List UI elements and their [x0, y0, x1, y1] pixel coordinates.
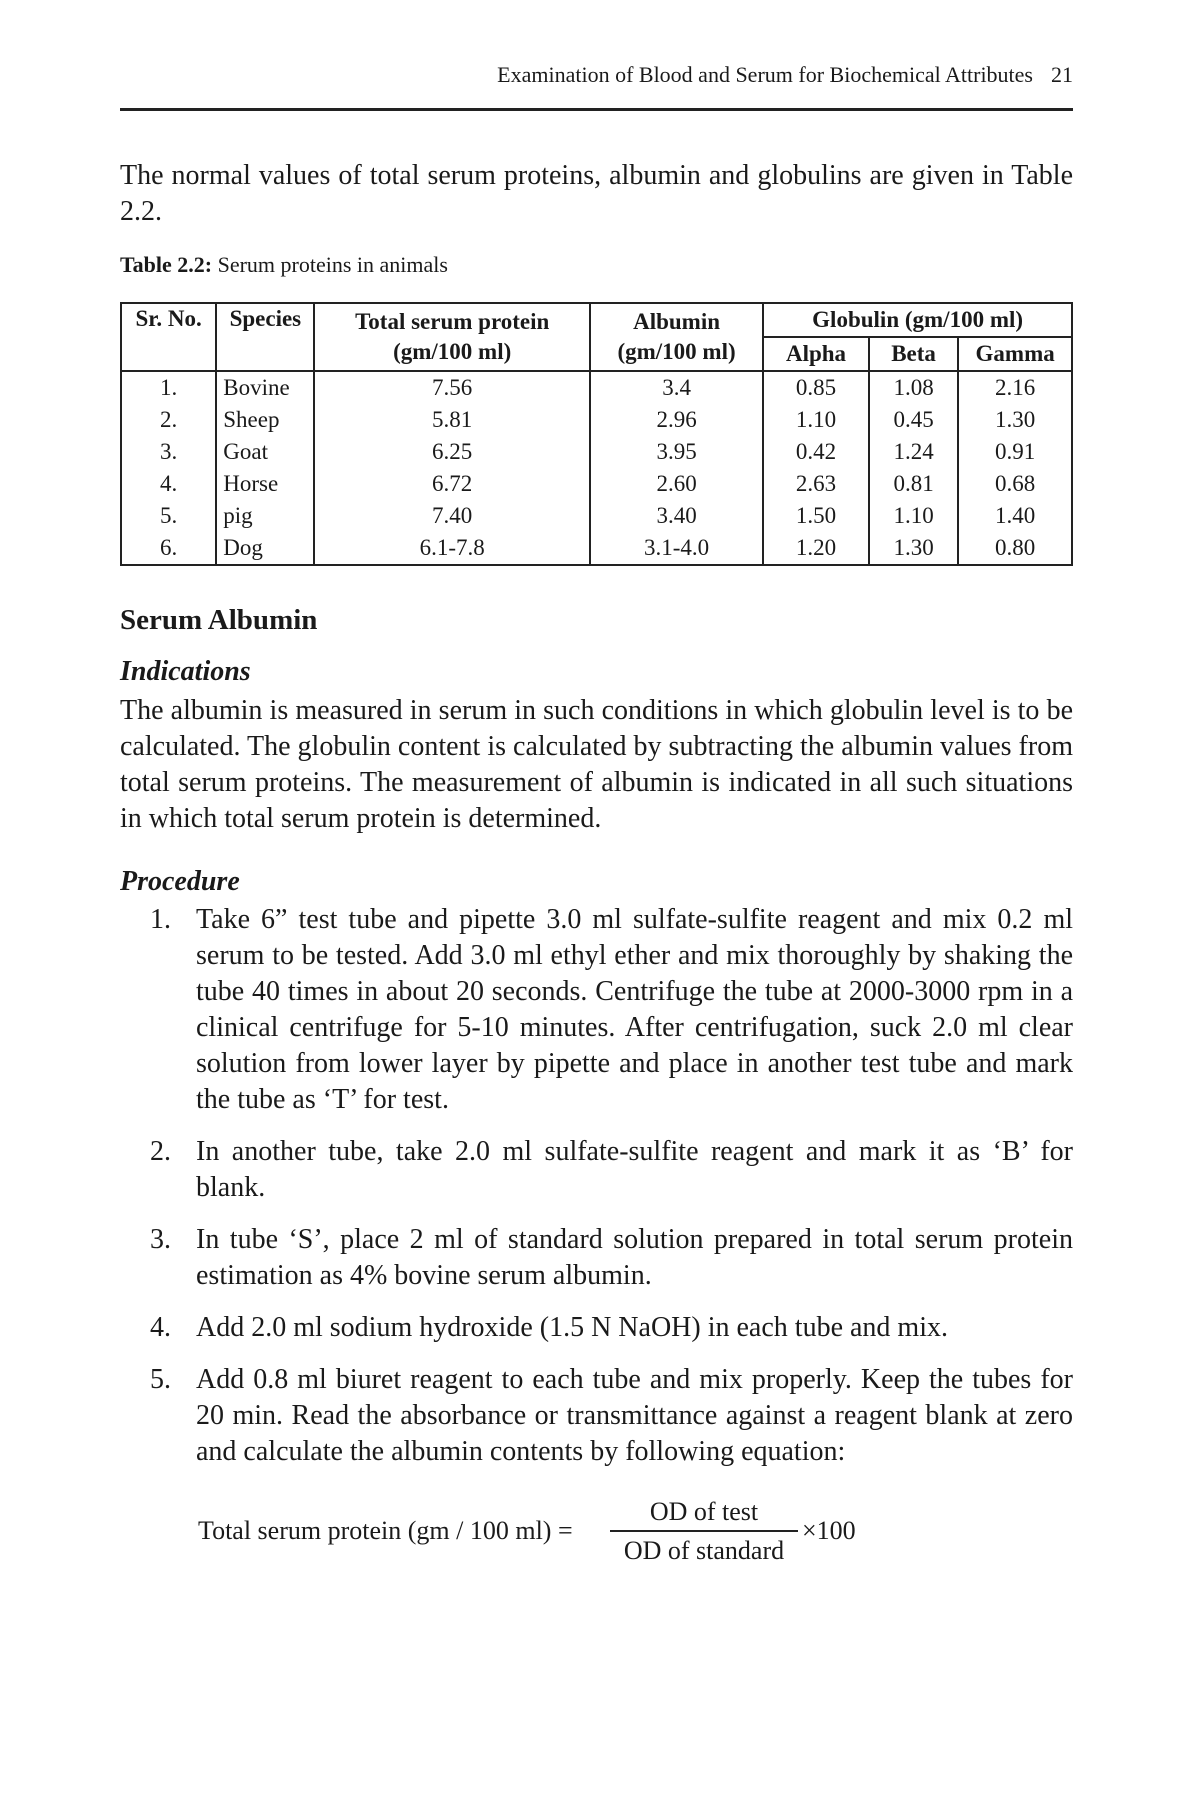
step-number: 2. — [150, 1136, 171, 1167]
header-gamma: Gamma — [958, 337, 1072, 371]
cell-beta: 1.30 — [869, 532, 959, 565]
cell-species: Bovine — [216, 371, 314, 404]
equation-numerator: OD of test — [649, 1497, 759, 1526]
procedure-heading: Procedure — [120, 866, 240, 897]
cell-beta: 0.81 — [869, 468, 959, 500]
equation-multiplier: ×100 — [802, 1516, 856, 1545]
equation-denominator: OD of standard — [623, 1536, 785, 1565]
header-alpha: Alpha — [763, 337, 869, 371]
table-caption — [120, 252, 448, 278]
cell-gamma: 2.16 — [958, 371, 1072, 404]
header-species: Species — [216, 303, 314, 371]
running-header-title: Examination of Blood and Serum for Biochemical Attributes — [497, 62, 1033, 87]
header-globulin: Globulin (gm/100 ml) — [763, 303, 1072, 337]
table-caption-text: Serum proteins in animals — [217, 252, 448, 277]
table-row — [121, 371, 1072, 404]
header-albumin — [590, 303, 763, 371]
cell-alpha: 1.20 — [763, 532, 869, 565]
step-text: Add 2.0 ml sodium hydroxide (1.5 N NaOH) in each tube and mix. — [196, 1312, 948, 1343]
section-title: Serum Albumin — [120, 604, 318, 636]
cell-total: 6.72 — [314, 468, 589, 500]
running-header — [120, 62, 1073, 88]
header-rule — [120, 108, 1073, 111]
cell-species: Goat — [216, 436, 314, 468]
cell-species: Sheep — [216, 404, 314, 436]
header-total-serum-protein — [314, 303, 589, 371]
header-total-line2: (gm/100 ml) — [393, 339, 512, 364]
equation-lhs: Total serum protein (gm / 100 ml) = — [198, 1516, 573, 1545]
cell-beta: 1.24 — [869, 436, 959, 468]
header-sr-no: Sr. No. — [121, 303, 216, 371]
cell-alpha: 1.10 — [763, 404, 869, 436]
cell-albumin: 3.1-4.0 — [590, 532, 763, 565]
cell-total: 7.56 — [314, 371, 589, 404]
step-text: In another tube, take 2.0 ml sulfate-sulfite reagent and mark it as ‘B’ for blank. — [196, 1136, 1073, 1203]
cell-alpha: 1.50 — [763, 500, 869, 532]
equation-fraction — [610, 1494, 798, 1568]
header-albumin-line1: Albumin — [633, 309, 721, 334]
list-item — [120, 1134, 1073, 1206]
indications-heading: Indications — [120, 656, 251, 687]
list-item — [120, 1222, 1073, 1294]
step-text: In tube ‘S’, place 2 ml of standard solution prepared in total serum protein estimation as 4% bovine serum albumin. — [196, 1224, 1073, 1291]
cell-total: 6.25 — [314, 436, 589, 468]
procedure-steps — [120, 902, 1073, 1486]
header-beta: Beta — [869, 337, 959, 371]
cell-sr: 6. — [121, 532, 216, 565]
cell-total: 5.81 — [314, 404, 589, 436]
step-number: 5. — [150, 1364, 171, 1395]
cell-sr: 3. — [121, 436, 216, 468]
header-total-line1: Total serum protein — [355, 309, 550, 334]
cell-gamma: 0.80 — [958, 532, 1072, 565]
header-albumin-line2: (gm/100 ml) — [617, 339, 736, 364]
step-number: 3. — [150, 1224, 171, 1255]
cell-albumin: 2.96 — [590, 404, 763, 436]
cell-gamma: 0.91 — [958, 436, 1072, 468]
albumin-equation — [198, 1494, 898, 1574]
cell-albumin: 3.95 — [590, 436, 763, 468]
cell-total: 6.1-7.8 — [314, 532, 589, 565]
page-number: 21 — [1051, 62, 1073, 87]
cell-albumin: 3.40 — [590, 500, 763, 532]
cell-beta: 1.08 — [869, 371, 959, 404]
cell-species: Dog — [216, 532, 314, 565]
table-row — [121, 404, 1072, 436]
step-text: Take 6” test tube and pipette 3.0 ml sulfate-sulfite reagent and mix 0.2 ml serum to be tested. Add 3.0 ml ethyl ether and mix thoroughly by shaking the tube 40 times in about 20 seconds. Centrifuge the tube at 2000-3000 rpm in a clinical centrifuge for 5-10 minutes. After centrifugation, suck 2.0 ml clear solution from lower layer by pipette and place in another test tube and mark the tube as ‘T’ for test. — [196, 904, 1073, 1115]
cell-gamma: 0.68 — [958, 468, 1072, 500]
cell-species: Horse — [216, 468, 314, 500]
cell-albumin: 2.60 — [590, 468, 763, 500]
serum-proteins-table — [120, 302, 1073, 566]
cell-beta: 0.45 — [869, 404, 959, 436]
cell-alpha: 2.63 — [763, 468, 869, 500]
cell-gamma: 1.30 — [958, 404, 1072, 436]
intro-paragraph: The normal values of total serum proteins, albumin and globulins are given in Table 2.2. — [120, 160, 1073, 227]
cell-sr: 4. — [121, 468, 216, 500]
step-number: 1. — [150, 904, 171, 935]
cell-albumin: 3.4 — [590, 371, 763, 404]
table-caption-label: Table 2.2: — [120, 252, 213, 277]
cell-alpha: 0.42 — [763, 436, 869, 468]
list-item — [120, 902, 1073, 1118]
table-row — [121, 500, 1072, 532]
step-text: Add 0.8 ml biuret reagent to each tube and mix properly. Keep the tubes for 20 min. Read the absorbance or transmittance against a reagent blank at zero and calculate the albumin contents by following equation: — [196, 1364, 1073, 1467]
table-row — [121, 532, 1072, 565]
step-number: 4. — [150, 1312, 171, 1343]
indications-paragraph: The albumin is measured in serum in such conditions in which globulin level is to be calculated. The globulin content is calculated by subtracting the albumin values from total serum proteins. The measurement of albumin is indicated in all such situations in which total serum protein is determined. — [120, 695, 1073, 834]
cell-total: 7.40 — [314, 500, 589, 532]
list-item — [120, 1310, 1073, 1346]
list-item — [120, 1362, 1073, 1470]
table-row — [121, 436, 1072, 468]
cell-sr: 5. — [121, 500, 216, 532]
cell-species: pig — [216, 500, 314, 532]
cell-sr: 1. — [121, 371, 216, 404]
cell-beta: 1.10 — [869, 500, 959, 532]
table-row — [121, 468, 1072, 500]
cell-alpha: 0.85 — [763, 371, 869, 404]
cell-sr: 2. — [121, 404, 216, 436]
cell-gamma: 1.40 — [958, 500, 1072, 532]
